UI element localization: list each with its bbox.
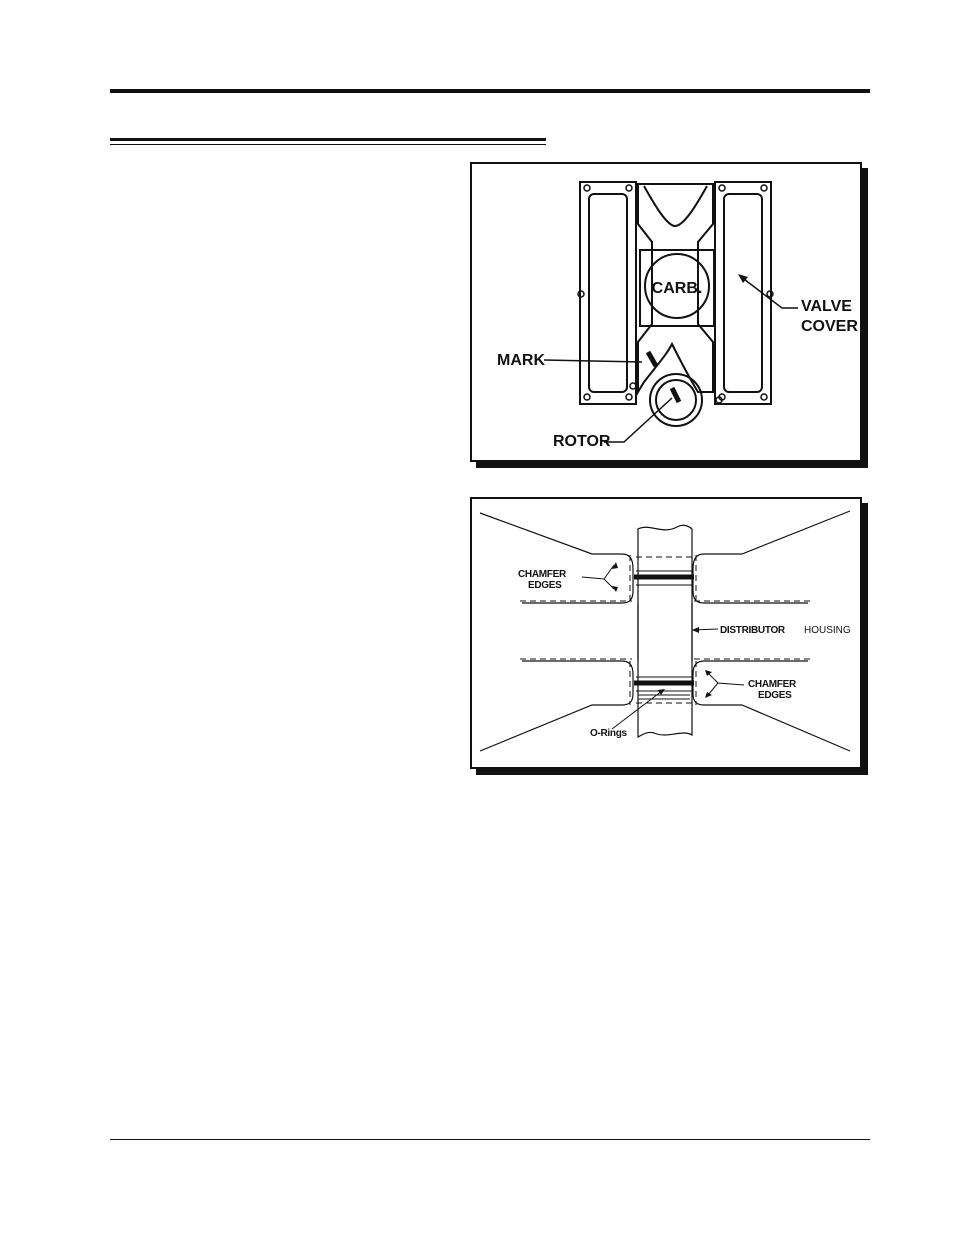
- section-heading-rule: [110, 138, 546, 141]
- distributor-label: DISTRIBUTOR: [720, 625, 785, 636]
- valve-label-line2: COVER: [801, 318, 858, 335]
- chamfer-top-leader-1: [582, 565, 614, 579]
- mark-label: MARK: [497, 352, 545, 369]
- distributor-housing-diagram: [472, 499, 864, 771]
- manifold-runner-top: [644, 186, 707, 226]
- chamfer-bottom-leader-2: [708, 683, 718, 695]
- orings-leader: [612, 691, 662, 729]
- orings-label: O-Rings: [590, 728, 627, 739]
- housing-label: HOUSING: [804, 625, 851, 636]
- figure-engine-top-view: [470, 162, 862, 462]
- right-valve-cover-inner: [724, 194, 762, 392]
- engine-top-view-diagram: [472, 164, 864, 464]
- figure-distributor-housing: [470, 497, 862, 769]
- rotor-label: ROTOR: [553, 433, 611, 450]
- top-right-housing: [693, 511, 850, 603]
- rotor: [672, 388, 679, 402]
- valve-cover-leader: [740, 276, 798, 308]
- chamfer-bottom-label-line1: CHAMFER: [748, 679, 796, 690]
- carb-label: CARB.: [651, 280, 703, 297]
- bottom-right-housing: [693, 661, 850, 751]
- footer-rule: [110, 1139, 870, 1140]
- timing-mark: [648, 352, 656, 366]
- chamfer-bottom-leader-1: [708, 673, 744, 685]
- chamfer-top-label-line1: CHAMFER: [518, 569, 566, 580]
- chamfer-bottom-label-line2: EDGES: [758, 690, 792, 701]
- valve-label-line1: VALVE: [801, 298, 852, 315]
- chamfer-top-leader-2: [604, 579, 614, 589]
- header-rule: [110, 89, 870, 93]
- chamfer-top-label-line2: EDGES: [528, 580, 562, 591]
- section-heading-rule-thin: [110, 144, 546, 145]
